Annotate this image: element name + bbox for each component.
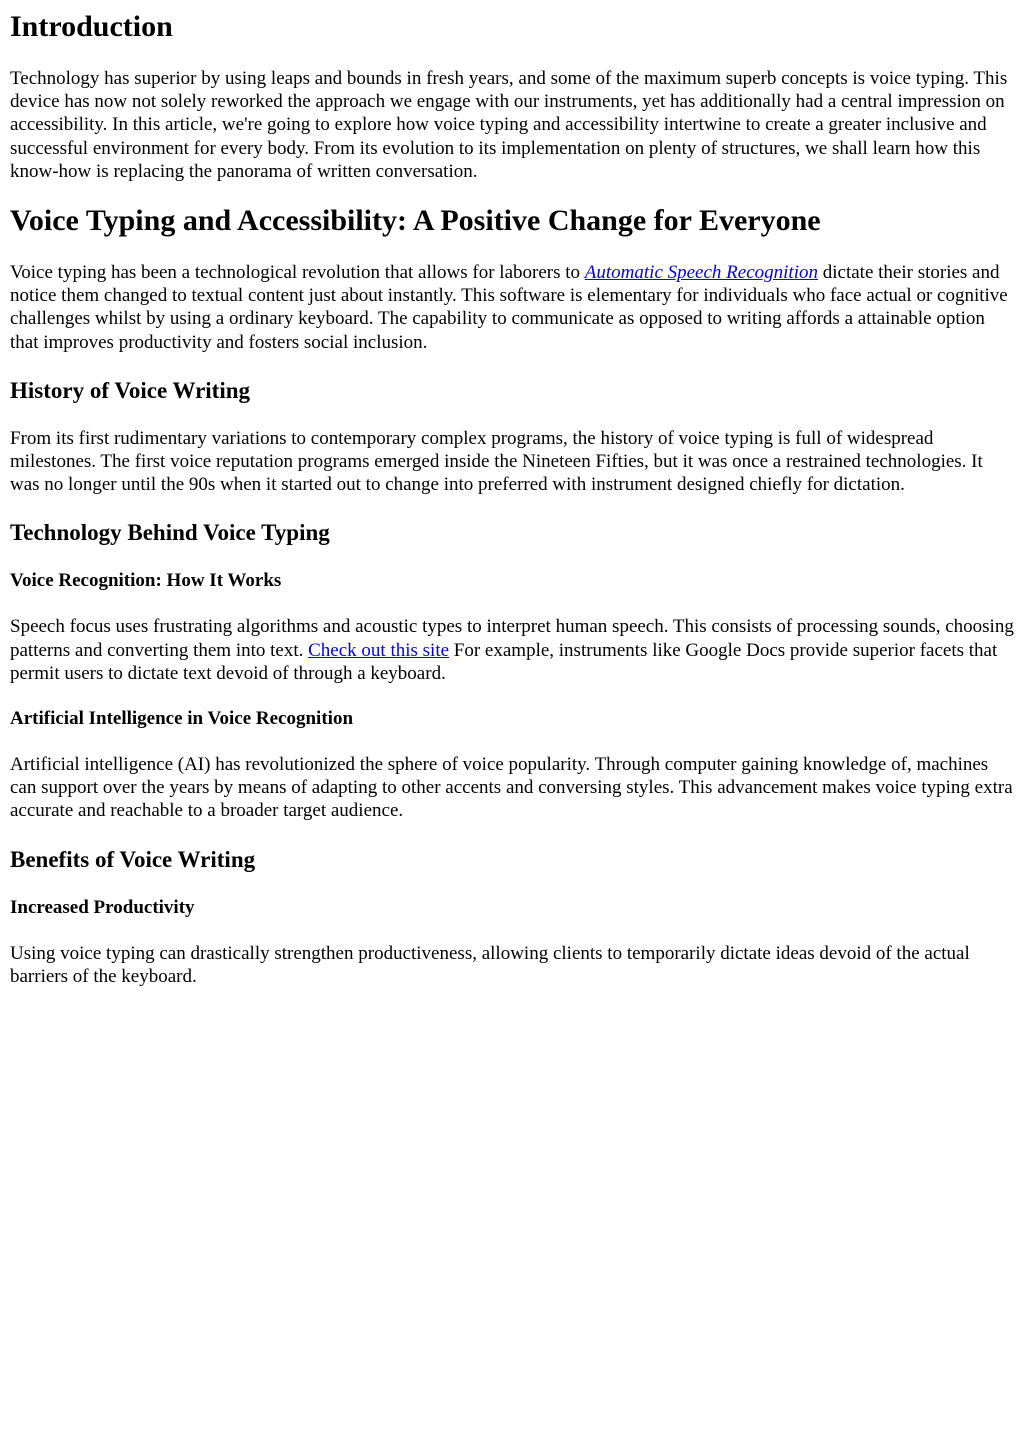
article <box>0 9 1024 988</box>
ai-paragraph: Artificial intelligence (AI) has revolutionized the sphere of voice popularity. Through computer gaining knowledge of, machines can support over the years by means of adapting to other accents and conversing styles. This advancement makes voice typing extra accurate and reachable to a broader target audience. <box>10 754 1013 822</box>
speech-recognition-link[interactable]: Automatic Speech Recognition <box>584 262 818 284</box>
intro-heading: Introduction <box>10 10 173 43</box>
voice-recognition-heading: Voice Recognition: How It Works <box>10 570 282 592</box>
intro-paragraph: Technology has superior by using leaps and bounds in fresh years, and some of the maximum superb concepts is voice typing. This device has now not solely reworked the approach we engage with our instruments, yet has additionally had a central impression on accessibility. In this article, we're going to explore how voice typing and accessibility intertwine to create a greater inclusive and successful environment for every body. From its evolution to its implementation on plenty of structures, we shall learn how this know-how is replacing the panorama of written conversation. <box>10 68 1008 182</box>
history-paragraph: From its first rudimentary variations to contemporary complex programs, the history of voice typing is full of widespread milestones. The first voice reputation programs emerged inside the Nineteen Fifties, but it was once a restrained technologies. It was no longer until the 90s when it started out to change into preferred with instrument designed chiefly for dictation. <box>10 427 983 496</box>
check-out-site-link[interactable]: Check out this site <box>308 639 450 661</box>
voice-recognition-paragraph <box>10 615 1014 685</box>
productivity-paragraph: Using voice typing can drastically strengthen productiveness, allowing clients to temporarily dictate ideas devoid of the actual barriers of the keyboard. <box>10 942 970 987</box>
technology-heading: Technology Behind Voice Typing <box>10 520 330 546</box>
productivity-heading: Increased Productivity <box>10 896 195 918</box>
voice-typing-heading: Voice Typing and Accessibility: A Positive Change for Everyone <box>10 204 821 238</box>
history-heading: History of Voice Writing <box>10 377 251 403</box>
voice-typing-text-end: dictate their stories and notice them changed to textual content just about instantly. This software is elementary for individuals who face actual or cognitive challenges whilst by using a ordinary keyboard. The capability to communicate as opposed to writing affords a attainable option that improves productivity and fosters social inclusion. <box>10 262 1008 353</box>
benefits-heading: Benefits of Voice Writing <box>10 846 256 872</box>
voice-recognition-text-end: For example, instruments like Google Docs provide superior facets that permit users to dictate text devoid of through a keyboard. <box>10 639 998 684</box>
ai-heading: Artificial Intelligence in Voice Recognition <box>10 708 354 730</box>
voice-typing-text-start: Voice typing has been a technological revolution that allows for laborers to <box>10 262 585 284</box>
voice-typing-paragraph <box>10 261 1014 354</box>
voice-recognition-text-start: Speech focus uses frustrating algorithms and acoustic types to interpret human speech. This consists of processing sounds, choosing patterns and converting them into text. <box>10 616 1014 661</box>
